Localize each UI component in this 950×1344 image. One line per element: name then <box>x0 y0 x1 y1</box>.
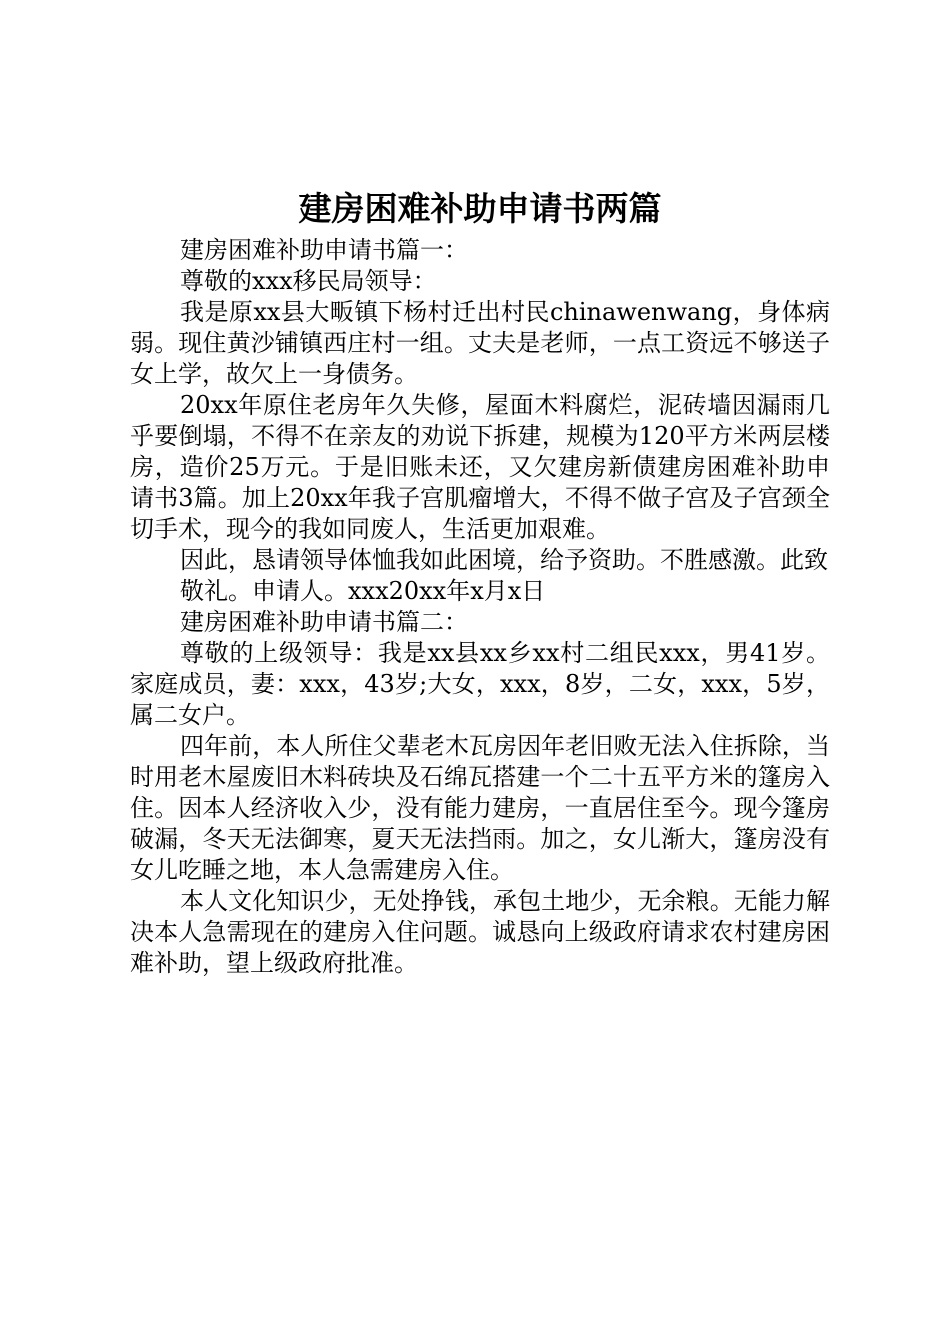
paragraph-housing-history: 四年前，本人所住父辈老木瓦房因年老旧败无法入住拆除，当时用老木屋废旧木料砖块及石绵瓦搭建一个二十五平方米的篷房入住。因本人经济收入少，没有能力建房，一直居住至今。现今篷房破漏，冬天无法御寒，夏天无法挡雨。加之，女儿渐大，篷房没有女儿吃睡之地，本人急需建房入住。 <box>130 732 830 884</box>
paragraph-request: 因此，恳请领导体恤我如此困境，给予资助。不胜感激。此致 <box>180 546 828 574</box>
document-body <box>130 235 830 979</box>
paragraph-applicant-background: 我是原xx县大畈镇下杨村迁出村民chinawenwang，身体病弱。现住黄沙铺镇西庄村一组。丈夫是老师，一点工资远不够送子女上学，故欠上一身债务。 <box>130 298 830 388</box>
document-title: 建房困难补助申请书两篇 <box>298 189 662 228</box>
paragraph-salutation-two: 尊敬的上级领导：我是xx县xx乡xx村二组民xxx，男41岁。家庭成员，妻：xxx，43岁;大女，xxx，8岁，二女，xxx，5岁，属二女户。 <box>130 639 830 729</box>
paragraph-closing-signature: 敬礼。申请人。xxx20xx年x月x日 <box>180 577 546 605</box>
paragraph-salutation-one: 尊敬的xxx移民局领导： <box>180 267 437 295</box>
paragraph-heading-part-one: 建房困难补助申请书篇一： <box>180 236 468 264</box>
paragraph-house-situation: 20xx年原住老房年久失修，屋面木料腐烂，泥砖墙因漏雨几乎要倒塌，不得不在亲友的劝说下拆建，规模为120平方米两层楼房，造价25万元。于是旧账未还，又欠建房新债建房困难补助申请书3篇。加上20xx年我子宫肌瘤增大，不得不做子宫及子宫颈全切手术，现今的我如同废人，生活更加艰难。 <box>130 391 830 543</box>
paragraph-final-request: 本人文化知识少，无处挣钱，承包土地少，无余粮。无能力解决本人急需现在的建房入住问题。诚恳向上级政府请求农村建房困难补助，望上级政府批准。 <box>130 887 830 977</box>
paragraph-heading-part-two: 建房困难补助申请书篇二： <box>180 608 468 636</box>
